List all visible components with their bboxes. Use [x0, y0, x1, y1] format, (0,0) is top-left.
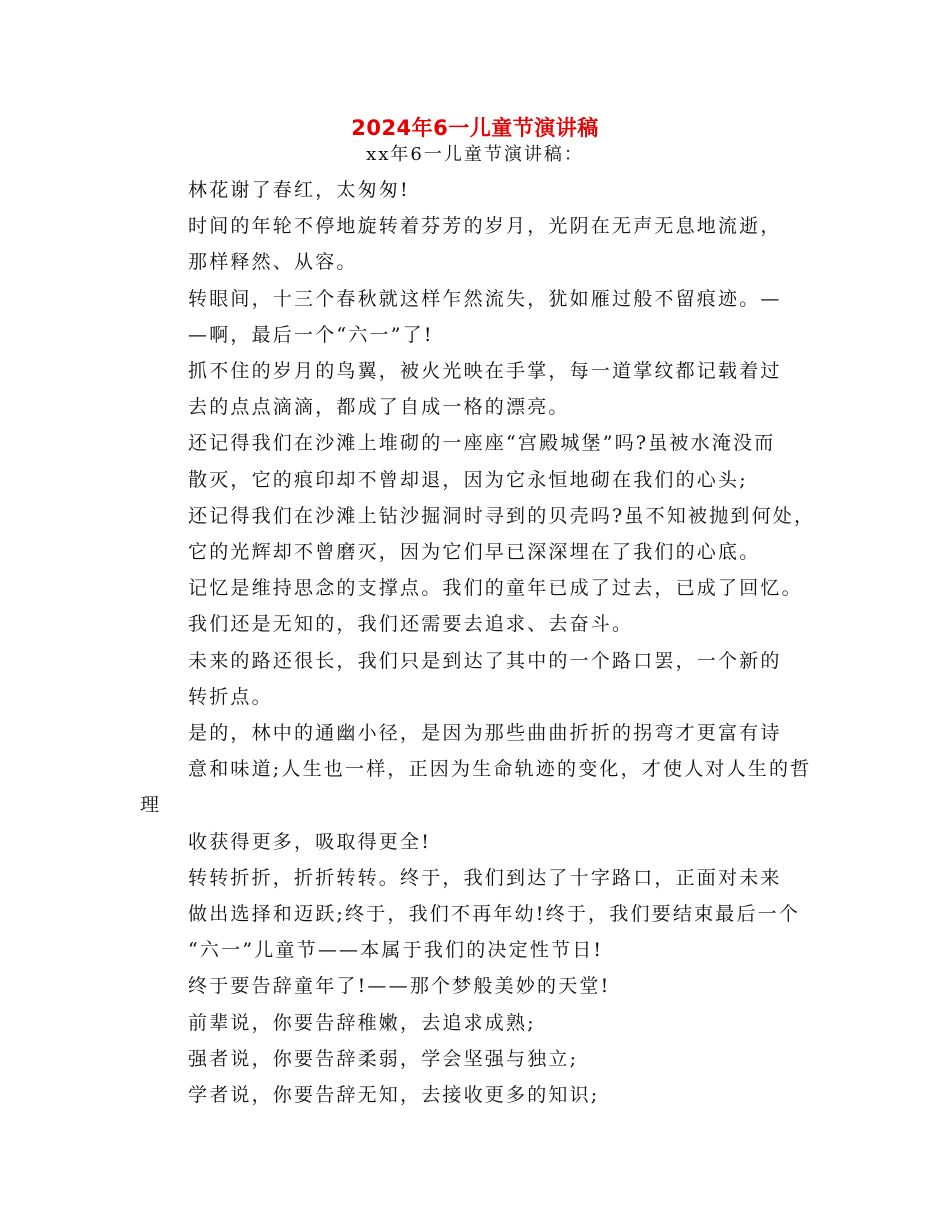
paragraph-line: 时间的年轮不停地旋转着芬芳的岁月，光阴在无声无息地流逝， [188, 215, 782, 238]
paragraph-line: —啊，最后一个“六一”了! [188, 323, 434, 346]
body-paragraph [140, 1077, 820, 1113]
paragraph-line: 学者说，你要告辞无知，去接收更多的知识; [188, 1084, 600, 1107]
body-paragraph [140, 498, 820, 570]
body-paragraph [140, 425, 820, 497]
paragraph-line: 转折点。 [188, 685, 273, 708]
paragraph-line: 意和味道;人生也一样，正因为生命轨迹的变化，才使人对人生的哲理 [140, 758, 812, 817]
paragraph-line: 收获得更多，吸取得更全! [188, 830, 432, 853]
paragraph-line: “六一”儿童节——本属于我们的决定性节日! [188, 939, 604, 962]
paragraph-line: 未来的路还很长，我们只是到达了其中的一个路口罢，一个新的 [188, 649, 782, 672]
body-paragraph [140, 1005, 820, 1041]
paragraph-line: 去的点点滴滴，都成了自成一格的漂亮。 [188, 396, 570, 419]
paragraph-line: 我们还是无知的，我们还需要去追求、去奋斗。 [188, 613, 634, 636]
body-paragraph [140, 1041, 820, 1077]
body-paragraph [140, 715, 820, 860]
document-subtitle: xx年6一儿童节演讲稿： [366, 144, 584, 165]
body-paragraph [140, 281, 820, 353]
paragraph-line: 做出选择和迈跃;终于，我们不再年幼!终于，我们要结束最后一个 [188, 903, 801, 926]
paragraph-line: 记忆是维持思念的支撑点。我们的童年已成了过去，已成了回忆。 [188, 577, 803, 600]
document-body [140, 172, 820, 1113]
paragraph-line: 还记得我们在沙滩上钻沙掘洞时寻到的贝壳吗?虽不知被抛到何处， [188, 504, 816, 527]
paragraph-line: 散灭，它的痕印却不曾却退，因为它永恒地砌在我们的心头; [188, 468, 748, 491]
paragraph-line: 那样释然、从容。 [188, 251, 358, 274]
paragraph-line: 林花谢了春红，太匆匆! [188, 179, 410, 201]
body-paragraph [140, 643, 820, 715]
paragraph-line: 强者说，你要告辞柔弱，学会坚强与独立; [188, 1047, 579, 1070]
document-title: 2024年6一儿童节演讲稿 [351, 116, 599, 140]
body-paragraph [140, 353, 820, 425]
paragraph-line: 转转折折，折折转转。终于，我们到达了十字路口，正面对未来 [188, 866, 782, 889]
paragraph-line: 还记得我们在沙滩上堆砌的一座座“宫殿城堡”吗?虽被水淹没而 [188, 432, 776, 455]
body-paragraph [140, 860, 820, 969]
paragraph-line: 终于要告辞童年了!——那个梦般美妙的天堂! [188, 975, 611, 998]
paragraph-line: 它的光辉却不曾磨灭，因为它们早已深深埋在了我们的心底。 [188, 541, 761, 564]
paragraph-line: 转眼间，十三个春秋就这样乍然流失，犹如雁过般不留痕迹。— [188, 287, 782, 310]
body-paragraph [140, 172, 820, 208]
paragraph-line: 前辈说，你要告辞稚嫩，去追求成熟; [188, 1011, 536, 1034]
paragraph-line: 抓不住的岁月的鸟翼，被火光映在手掌，每一道掌纹都记载着过 [188, 360, 782, 383]
body-paragraph [140, 570, 820, 642]
body-paragraph [140, 968, 820, 1004]
body-paragraph [140, 208, 820, 280]
paragraph-line: 是的，林中的通幽小径，是因为那些曲曲折折的拐弯才更富有诗 [188, 722, 782, 745]
